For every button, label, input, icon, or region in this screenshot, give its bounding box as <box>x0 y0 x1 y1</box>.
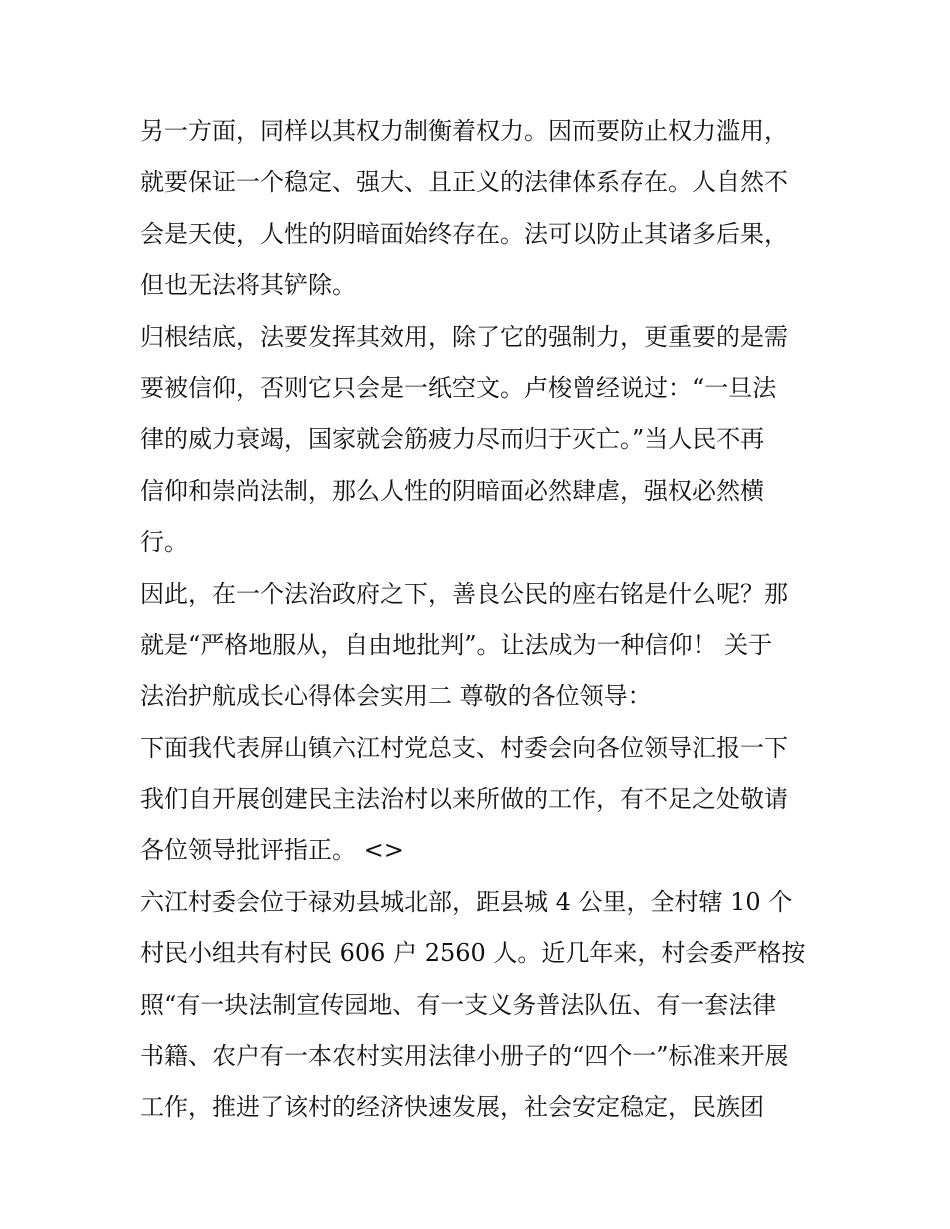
text-line: 律的威力衰竭，国家就会筋疲力尽而归于灭亡。”当人民不再 <box>140 425 765 454</box>
text-line: 归根结底，法要发挥其效用，除了它的强制力，更重要的是需 <box>140 322 788 351</box>
text-line: 要被信仰，否则它只会是一纸空文。卢梭曾经说过：“一旦法 <box>140 373 777 402</box>
text-line: 就要保证一个稳定、强大、且正义的法律体系存在。人自然不 <box>140 168 788 197</box>
document-body <box>140 106 820 1134</box>
text-line: 但也无法将其铲除。 <box>140 271 356 300</box>
text-line: 书籍、农户有一本农村实用法律小册子的“四个一”标准来开展 <box>140 1042 789 1071</box>
text-line: 各位领导批评指正。 <> <box>140 836 404 865</box>
text-line: 行。 <box>140 528 188 557</box>
text-line: 另一方面，同样以其权力制衡着权力。因而要防止权力滥用， <box>140 117 788 145</box>
text-line: 我们自开展创建民主法治村以来所做的工作，有不足之处敬请 <box>140 785 788 814</box>
text-line: 因此，在一个法治政府之下，善良公民的座右铭是什么呢？那 <box>140 579 788 608</box>
text-line: 村民小组共有村民 606 户 2560 人。近几年来，村会委严格按 <box>140 939 806 968</box>
text-line: 照“有一块法制宣传园地、有一支义务普法队伍、有一套法律 <box>140 990 777 1019</box>
text-line: 下面我代表屏山镇六江村党总支、村委会向各位领导汇报一下 <box>140 733 788 762</box>
text-line: 就是“严格地服从，自由地批判”。让法成为一种信仰！ 关于 <box>140 630 773 659</box>
text-line: 法治护航成长心得体会实用二 尊敬的各位领导： <box>140 682 652 711</box>
text-line: 工作，推进了该村的经济快速发展，社会安定稳定，民族团 <box>140 1093 764 1122</box>
text-line: 信仰和崇尚法制，那么人性的阴暗面必然肆虐，强权必然横 <box>140 476 764 505</box>
text-line: 会是天使，人性的阴暗面始终存在。法可以防止其诸多后果， <box>140 219 788 248</box>
text-line: 六江村委会位于禄劝县城北部，距县城 4 公里，全村辖 10 个 <box>140 887 793 916</box>
